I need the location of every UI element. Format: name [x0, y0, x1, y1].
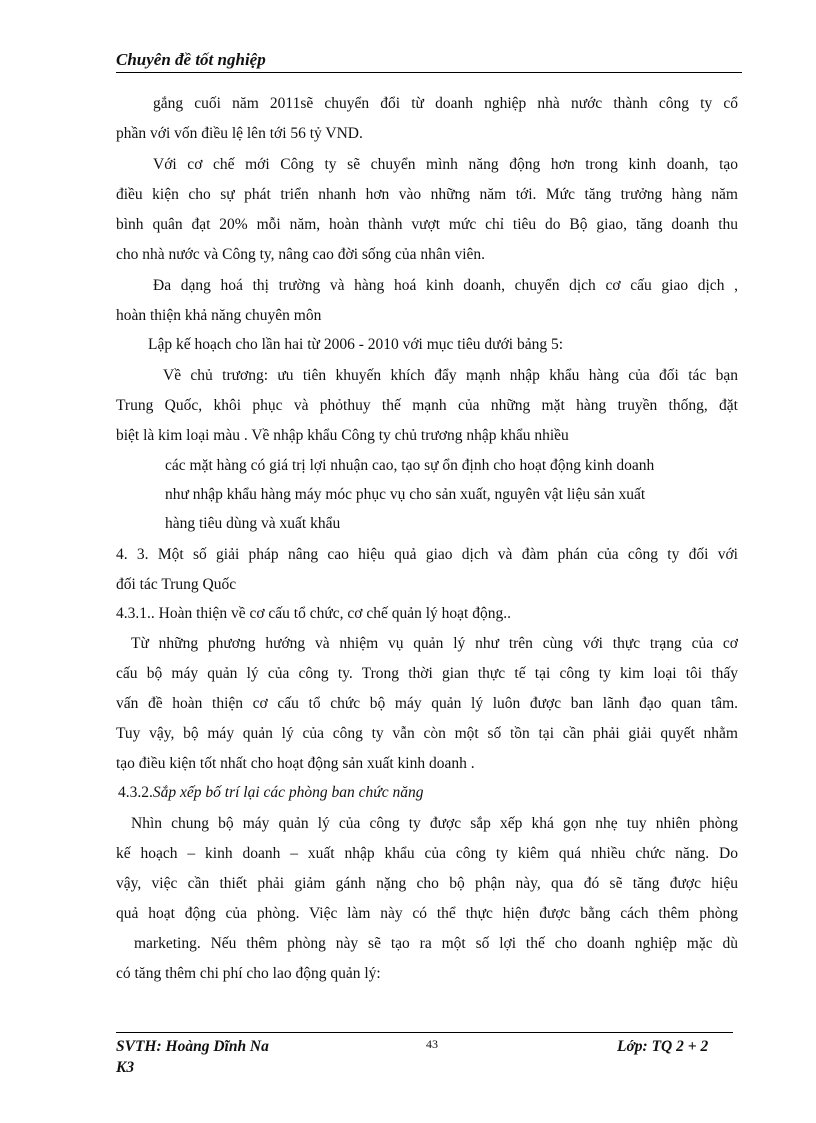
body-line: Lập kế hoạch cho lần hai từ 2006 - 2010 với mục tiêu dưới bảng 5:: [148, 336, 564, 353]
body-line: gắng cuối năm 2011sẽ chuyển đổi từ doanh nghiệp nhà nước thành công ty cổ: [153, 95, 738, 112]
body-line: Với cơ chế mới Công ty sẽ chuyển mình năng động hơn trong kinh doanh, tạo: [153, 156, 738, 173]
header-title: Chuyên đề tốt nghiệp: [116, 50, 266, 69]
body-line: tạo điều kiện tốt nhất cho hoạt động sản xuất kinh doanh .: [116, 755, 475, 772]
body-line: cấu bộ máy quản lý của công ty. Trong thời gian thực tế tại công ty kim loại tôi thấy: [116, 665, 738, 682]
body-line: vấn đề hoàn thiện cơ cấu tổ chức bộ máy quản lý luôn được ban lãnh đạo quan tâm.: [116, 695, 738, 712]
body-line: marketing. Nếu thêm phòng này sẽ tạo ra một số lợi thế cho doanh nghiệp mặc dù: [134, 935, 738, 952]
body-line: điều kiện cho sự phát triển nhanh hơn vào những năm tới. Mức tăng trưởng hàng năm: [116, 186, 738, 203]
section-heading: [118, 783, 424, 803]
body-line: kế hoạch – kinh doanh – xuất nhập khẩu của công ty kiêm quá nhiều chức năng. Do: [116, 845, 738, 862]
body-line: Trung Quốc, khôi phục và phỏthuy thế mạnh của những mặt hàng truyền thống, đặt: [116, 397, 738, 414]
section-number: 4.3.2.: [118, 784, 153, 801]
body-line: cho nhà nước và Công ty, nâng cao đời sống của nhân viên.: [116, 246, 486, 263]
body-line: đối tác Trung Quốc: [116, 576, 237, 593]
body-line: hoàn thiện khả năng chuyên môn: [116, 307, 322, 324]
page-header: [116, 50, 742, 73]
body-line: biệt là kim loại màu . Về nhập khẩu Công ty chủ trương nhập khẩu nhiều: [116, 427, 569, 444]
body-line: như nhập khẩu hàng máy móc phục vụ cho sản xuất, nguyên vật liệu sản xuất: [165, 486, 646, 503]
body-line: 4.3.1.. Hoàn thiện về cơ cấu tổ chức, cơ chế quản lý hoạt động..: [116, 605, 511, 622]
body-line: phần với vốn điều lệ lên tới 56 tỷ VND.: [116, 125, 363, 142]
footer-divider: [116, 1032, 733, 1033]
body-line: Nhìn chung bộ máy quản lý của công ty được sắp xếp khá gọn nhẹ tuy nhiên phòng: [131, 815, 738, 832]
body-line: Đa dạng hoá thị trường và hàng hoá kinh doanh, chuyển dịch cơ cấu giao dịch ,: [153, 277, 738, 294]
footer-cohort: K3: [116, 1059, 135, 1076]
body-line: Về chủ trương: ưu tiên khuyến khích đẩy mạnh nhập khẩu hàng của đối tác bạn: [163, 367, 738, 384]
body-line: vậy, việc cần thiết phải giảm gánh nặng cho bộ phận này, qua đó sẽ tăng được hiệu: [116, 875, 738, 892]
body-line: có tăng thêm chi phí cho lao động quản lý:: [116, 965, 381, 982]
body-line: bình quân đạt 20% mỗi năm, hoàn thành vượt mức chỉ tiêu do Bộ giao, tăng doanh thu: [116, 216, 738, 233]
footer-class: Lớp: TQ 2 + 2: [617, 1038, 709, 1055]
body-line: hàng tiêu dùng và xuất khẩu: [165, 515, 341, 532]
footer-student: SVTH: Hoàng Dĩnh Na: [116, 1038, 269, 1055]
body-line: quả hoạt động của phòng. Việc làm này có thể thực hiện được bằng cách thêm phòng: [116, 905, 738, 922]
section-title: Sắp xếp bố trí lại các phòng ban chức năng: [152, 784, 424, 801]
page-number: 43: [426, 1037, 438, 1051]
body-line: Tuy vậy, bộ máy quản lý của công ty vẫn còn một số tồn tại cần phải giải quyết nhằm: [116, 725, 738, 742]
body-line: Từ những phương hướng và nhiệm vụ quản lý như trên cùng với thực trạng của cơ: [131, 635, 738, 652]
body-line: các mặt hàng có giá trị lợi nhuận cao, tạo sự ổn định cho hoạt động kinh doanh: [165, 457, 655, 474]
body-line: 4. 3. Một số giải pháp nâng cao hiệu quả giao dịch và đàm phán của công ty đối với: [116, 546, 738, 563]
